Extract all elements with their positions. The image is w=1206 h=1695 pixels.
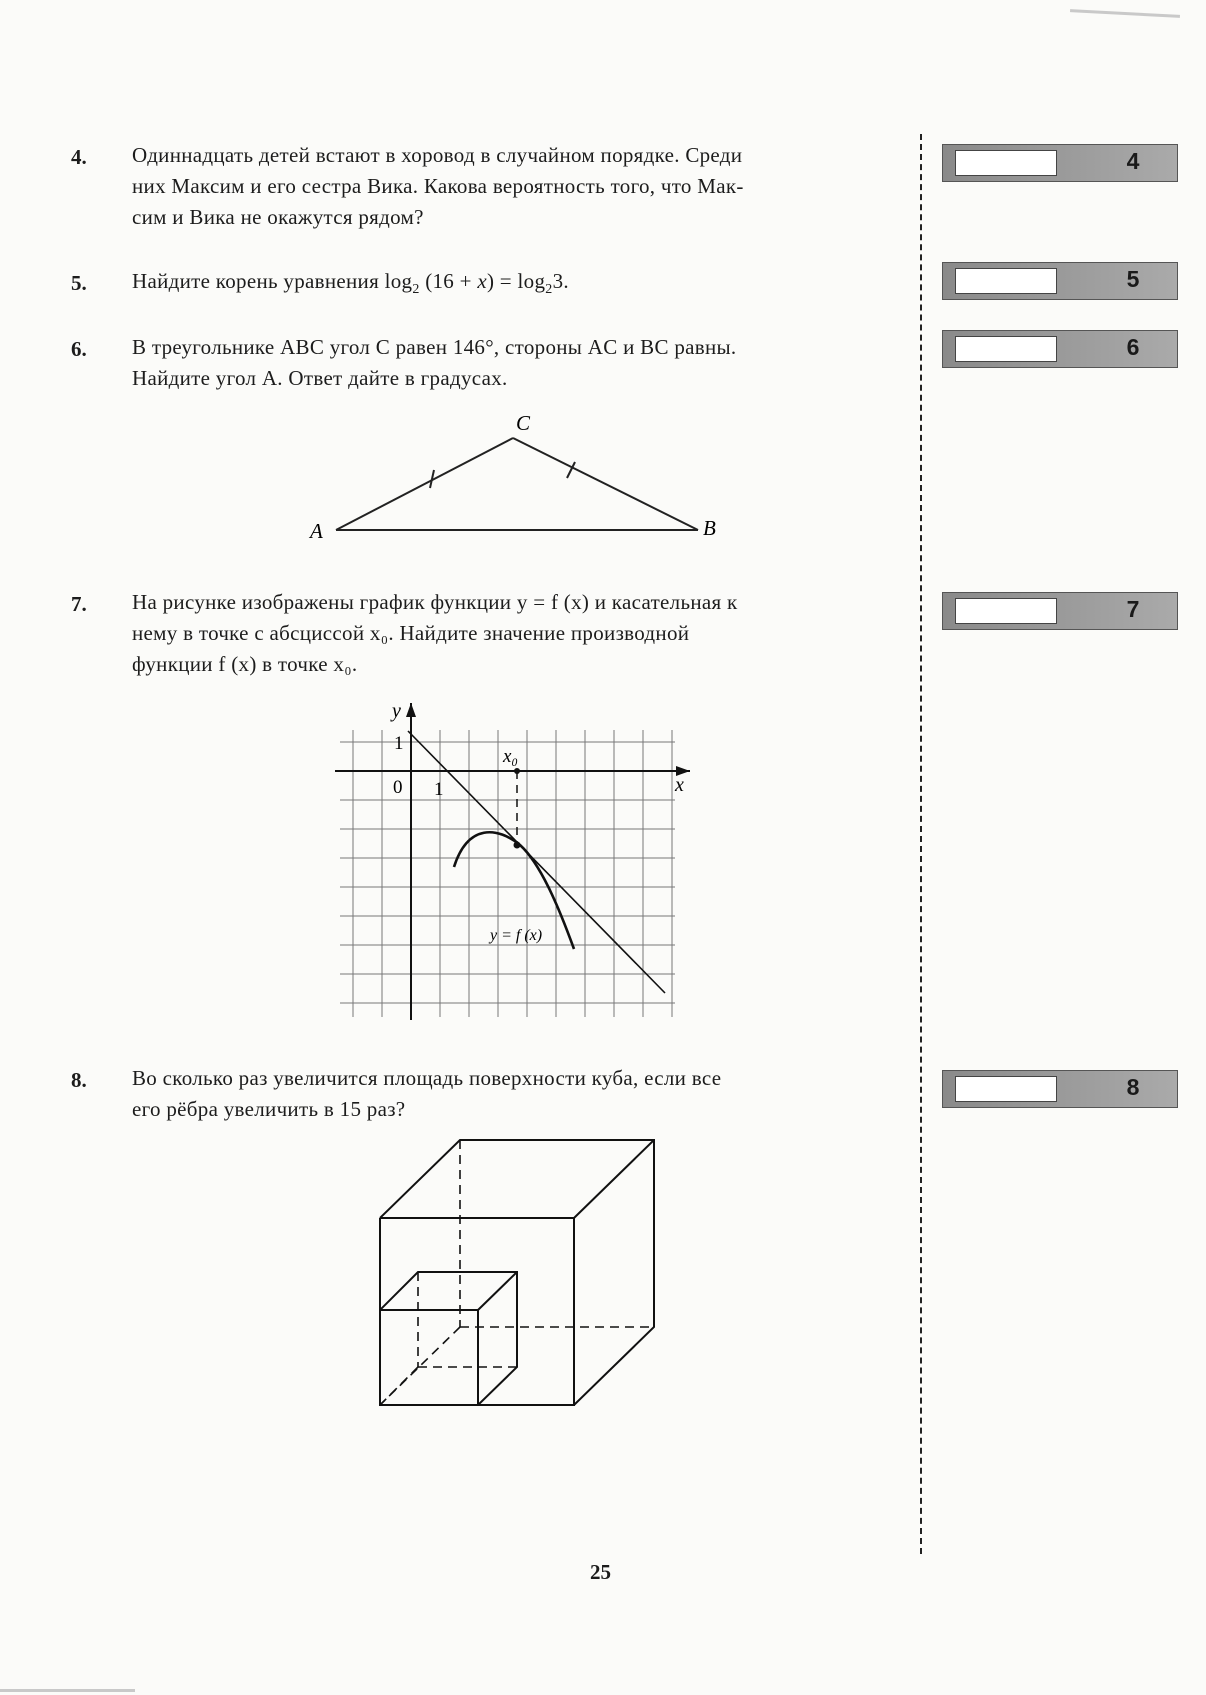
task-5-number: 5.	[71, 271, 87, 295]
graph-grid	[340, 730, 675, 1017]
triangle-side-ac	[336, 438, 513, 530]
task-4-line-3: сим и Вика не окажутся рядом?	[132, 205, 424, 229]
x-axis-label: x	[675, 774, 684, 796]
function-graph	[330, 695, 710, 1025]
page-number: 25	[590, 1560, 611, 1584]
answer-label-6: 6	[1126, 334, 1140, 360]
y-axis-label: y	[392, 700, 401, 722]
answer-label-7: 7	[1126, 596, 1140, 622]
cut-line	[920, 134, 922, 1554]
task-8-line-2: его рёбра увеличить в 15 раз?	[132, 1097, 406, 1121]
curve-label: y = f (x)	[490, 927, 543, 944]
vertex-label-b: B	[703, 516, 716, 540]
task-5-text-before: Найдите корень уравнения log	[132, 269, 413, 293]
answer-label-4: 4	[1126, 148, 1140, 174]
task-4-number: 4.	[71, 145, 87, 169]
task-6-number: 6.	[71, 337, 87, 361]
x0-label: x₀	[503, 746, 519, 767]
task-5-middle: (16 +	[419, 269, 478, 293]
task-8-text	[132, 1063, 896, 1125]
answer-box-5	[942, 262, 1178, 300]
x-tick-label: 1	[434, 779, 444, 800]
answer-field-5[interactable]	[955, 268, 1057, 294]
vertex-label-a: A	[310, 519, 323, 543]
task-6-line-2: Найдите угол A. Ответ дайте в градусах.	[132, 366, 508, 390]
scan-mark-bottom	[0, 1689, 135, 1692]
answer-field-7[interactable]	[955, 598, 1057, 624]
task-6-text	[132, 332, 896, 394]
task-7-line-2: нему в точке с абсциссой x₀. Найдите значение производной	[132, 621, 690, 645]
task-5-text	[132, 266, 896, 305]
answer-box-4	[942, 144, 1178, 182]
task-4-text	[132, 140, 896, 233]
task-4-line-1: Одиннадцать детей встают в хоровод в случайном порядке. Среди	[132, 143, 743, 167]
task-7-number: 7.	[71, 592, 87, 616]
answer-box-6	[942, 330, 1178, 368]
x0-axis-point	[514, 768, 520, 774]
task-8-number: 8.	[71, 1068, 87, 1092]
task-4-line-2: них Максим и его сестра Вика. Какова вероятность того, что Мак-	[132, 174, 744, 198]
task-5-var: x	[477, 269, 487, 293]
y-axis-arrow	[406, 703, 416, 717]
triangle-side-bc	[513, 438, 698, 530]
task-5-sub2: 2	[545, 282, 553, 298]
task-6-line-1: В треугольнике ABC угол C равен 146°, стороны AC и BC равны.	[132, 335, 737, 359]
task-5-after-var: ) = log	[486, 269, 546, 293]
scan-mark-top	[1070, 9, 1180, 18]
answer-field-6[interactable]	[955, 336, 1057, 362]
vertex-label-c: C	[516, 411, 531, 435]
answer-box-8	[942, 1070, 1178, 1108]
task-7-line-1: На рисунке изображены график функции y = f (x) и касательная к	[132, 590, 738, 614]
answer-field-8[interactable]	[955, 1076, 1057, 1102]
answer-field-4[interactable]	[955, 150, 1057, 176]
task-7-text	[132, 587, 896, 680]
origin-label: 0	[393, 777, 403, 798]
task-5-end: 3.	[552, 269, 569, 293]
answer-label-8: 8	[1126, 1074, 1140, 1100]
task-8-line-1: Во сколько раз увеличится площадь поверхности куба, если все	[132, 1066, 722, 1090]
cube-figure	[370, 1130, 670, 1430]
answer-box-7	[942, 592, 1178, 630]
answer-label-5: 5	[1126, 266, 1140, 292]
triangle-figure	[300, 405, 740, 550]
task-7-line-3: функции f (x) в точке x₀.	[132, 652, 358, 676]
tangent-point	[514, 842, 521, 849]
task-5-sub1: 2	[412, 282, 420, 298]
y-tick-label: 1	[394, 733, 404, 754]
